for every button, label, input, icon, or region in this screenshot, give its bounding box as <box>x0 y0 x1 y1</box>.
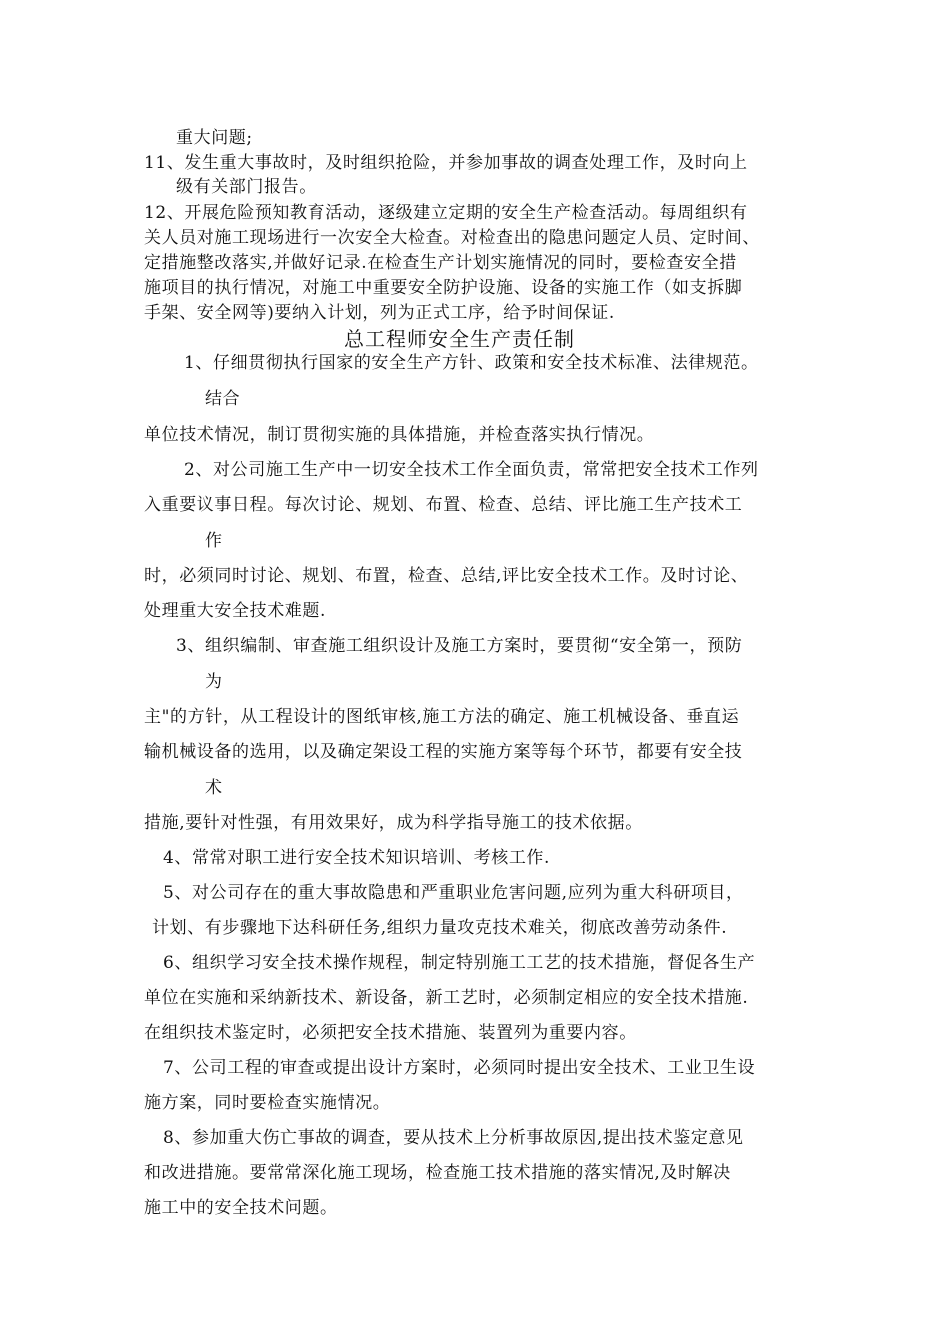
section-title: 总工程师安全生产责任制 <box>344 327 575 351</box>
text-line: 3、组织编制、审查施工组织设计及施工方案时，要贯彻“安全第一，预防 <box>176 636 743 656</box>
text-line: 作 <box>205 531 223 551</box>
text-line: 5、对公司存在的重大事故隐患和严重职业危害问题,应列为重大科研项目， <box>163 883 744 903</box>
text-line: 施项目的执行情况，对施工中重要安全防护设施、设备的实施工作（如支拆脚 <box>144 278 743 298</box>
text-line: 2、对公司施工生产中一切安全技术工作全面负责，常常把安全技术工作列 <box>184 460 759 480</box>
text-line: 单位技术情况，制订贯彻实施的具体措施，并检查落实执行情况。 <box>144 425 655 445</box>
text-line: 12、开展危险预知教育活动，逐级建立定期的安全生产检查活动。每周组织有 <box>144 203 748 223</box>
text-line: 定措施整改落实,并做好记录.在检查生产计划实施情况的同时，要检查安全措 <box>144 253 737 273</box>
text-line: 在组织技术鉴定时，必须把安全技术措施、装置列为重要内容。 <box>144 1023 637 1043</box>
text-line: 处理重大安全技术难题. <box>144 601 327 621</box>
text-line: 为 <box>205 672 223 692</box>
text-line: 1、仔细贯彻执行国家的安全生产方针、政策和安全技术标准、法律规范。 <box>184 353 759 373</box>
text-line: 措施,要针对性强，有用效果好，成为科学指导施工的技术依据。 <box>144 813 643 833</box>
text-line: 时，必须同时讨论、规划、布置，检查、总结,评比安全技术工作。及时讨论、 <box>144 566 749 586</box>
text-line: 手架、安全网等)要纳入计划，列为正式工序，给予时间保证. <box>144 303 615 323</box>
text-line: 4、常常对职工进行安全技术知识培训、考核工作. <box>163 848 551 868</box>
text-line: 6、组织学习安全技术操作规程，制定特别施工工艺的技术措施，督促各生产 <box>163 953 756 973</box>
text-line: 入重要议事日程。每次讨论、规划、布置、检查、总结、评比施工生产技术工 <box>144 495 743 515</box>
text-line: 和改进措施。要常常深化施工现场，检查施工技术措施的落实情况,及时解决 <box>144 1163 731 1183</box>
text-line: 主"的方针，从工程设计的图纸审核,施工方法的确定、施工机械设备、垂直运 <box>144 707 740 727</box>
text-line: 施方案，同时要检查实施情况。 <box>144 1093 391 1113</box>
text-line: 结合 <box>205 389 241 409</box>
text-line: 级有关部门报告。 <box>176 177 317 197</box>
text-line: 术 <box>205 778 223 798</box>
text-line: 11、发生重大事故时，及时组织抢险，并参加事故的调查处理工作，及时向上 <box>144 153 748 173</box>
text-line: 计划、有步骤地下达科研任务,组织力量攻克技术难关，彻底改善劳动条件. <box>152 918 728 938</box>
text-line: 施工中的安全技术问题。 <box>144 1198 338 1218</box>
text-line: 输机械设备的选用，以及确定架设工程的实施方案等每个环节，都要有安全技 <box>144 742 743 762</box>
text-line: 关人员对施工现场进行一次安全大检查。对检查出的隐患问题定人员、定时间、 <box>144 228 760 248</box>
text-line: 7、公司工程的审查或提出设计方案时，必须同时提出安全技术、工业卫生设 <box>163 1058 756 1078</box>
text-line: 8、参加重大伤亡事故的调查，要从技术上分析事故原因,提出技术鉴定意见 <box>163 1128 744 1148</box>
text-line: 单位在实施和采纳新技术、新设备，新工艺时，必须制定相应的安全技术措施. <box>144 988 749 1008</box>
text-line: 重大问题; <box>176 128 253 148</box>
